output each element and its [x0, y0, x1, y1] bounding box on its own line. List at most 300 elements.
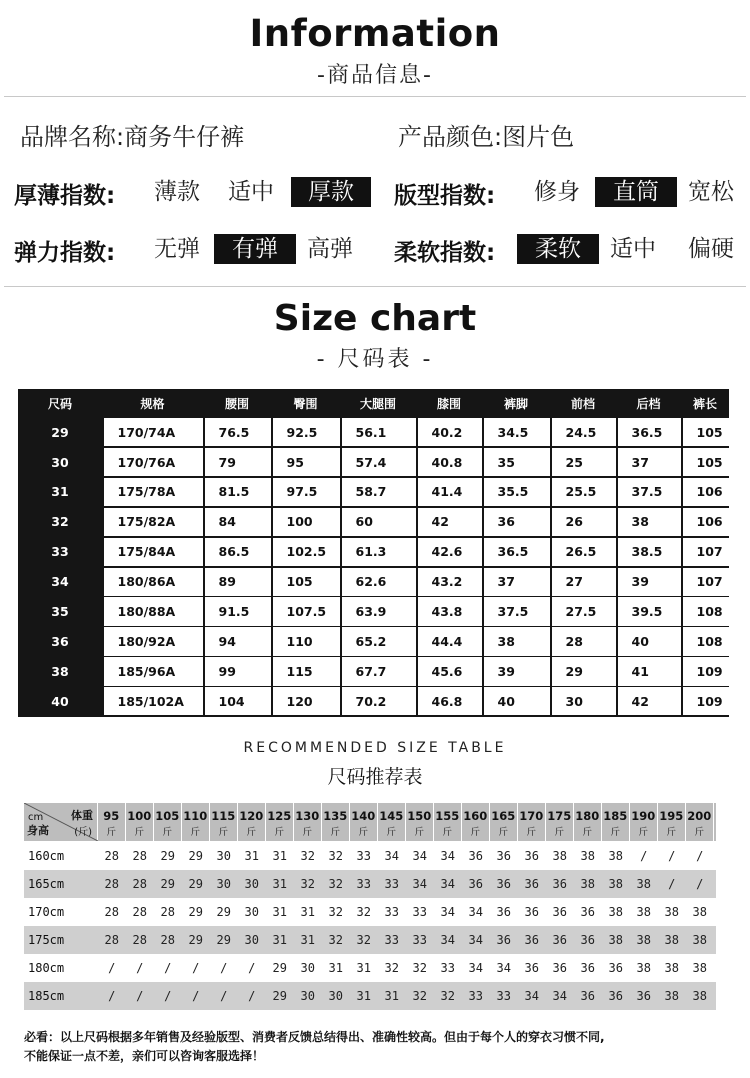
recommended-size-cell: 34	[468, 933, 483, 947]
thickness-option-thick-selected: 厚款	[291, 177, 371, 207]
recommended-size-cell: /	[192, 989, 200, 1003]
size-chart-cell: 41	[618, 657, 682, 685]
size-chart-cell: 175/82A	[104, 508, 204, 536]
recommended-title-en: RECOMMENDED SIZE TABLE	[243, 740, 507, 756]
size-chart-column-header: 后档	[636, 397, 661, 411]
size-chart-cell: 41.4	[418, 478, 483, 506]
recommended-table-row	[24, 982, 716, 1010]
size-chart-cell: 42.6	[418, 538, 483, 566]
recommended-size-cell: 32	[300, 877, 315, 891]
weight-value: 140	[351, 809, 376, 823]
size-chart-cell: 60	[342, 508, 417, 536]
recommended-size-cell: 36	[524, 905, 539, 919]
size-chart-cell: 28	[552, 627, 617, 655]
recommended-size-cell: 36	[608, 989, 623, 1003]
size-chart-subtitle: - 尺码表 -	[316, 347, 434, 372]
table-corner-cell	[24, 803, 98, 841]
recommended-size-cell: 34	[468, 961, 483, 975]
recommended-size-cell: 29	[216, 933, 231, 947]
recommended-size-cell: 36	[468, 849, 483, 863]
recommended-size-cell: /	[192, 961, 200, 975]
recommended-size-cell: 36	[468, 877, 483, 891]
recommended-table-row	[24, 842, 716, 870]
size-chart-cell: 40	[484, 687, 551, 715]
size-chart-cell: 89	[205, 568, 272, 596]
recommended-size-cell: 30	[244, 933, 259, 947]
thickness-option-medium: 适中	[228, 179, 274, 205]
size-chart-cell: 102.5	[273, 538, 341, 566]
weight-value: 155	[435, 809, 460, 823]
divider	[4, 286, 746, 287]
softness-option-medium: 适中	[610, 236, 656, 262]
size-chart-cell: 105	[683, 448, 730, 476]
size-chart-column-header: 规格	[140, 397, 165, 411]
size-chart-cell: 42	[418, 508, 483, 536]
size-chart-cell: 94	[205, 627, 272, 655]
recommended-size-cell: 38	[636, 877, 651, 891]
weight-column-header	[490, 803, 518, 841]
recommended-size-cell: /	[696, 877, 704, 891]
recommended-size-cell: /	[220, 989, 228, 1003]
recommended-size-cell: 32	[328, 905, 343, 919]
information-subtitle: -商品信息-	[317, 63, 433, 88]
size-chart-cell: 108	[683, 597, 730, 625]
size-chart-cell: 70.2	[342, 687, 417, 715]
size-chart-cell: 45.6	[418, 657, 483, 685]
recommended-table-row	[24, 898, 716, 926]
size-chart-cell: 37.5	[618, 478, 682, 506]
size-chart-cell: 91.5	[205, 597, 272, 625]
recommended-size-cell: 33	[384, 905, 399, 919]
size-chart-cell: 40.2	[418, 418, 483, 446]
recommended-size-cell: 28	[132, 933, 147, 947]
size-chart-cell: 185/102A	[104, 687, 204, 715]
size-chart-cell: 76.5	[205, 418, 272, 446]
size-chart-size-cell: 29	[51, 424, 69, 440]
weight-column-header	[546, 803, 574, 841]
weight-unit: 斤	[470, 827, 480, 838]
size-chart-cell: 84	[205, 508, 272, 536]
recommended-size-cell: 38	[636, 961, 651, 975]
recommended-size-cell: 30	[300, 989, 315, 1003]
size-chart-cell: 92.5	[273, 418, 341, 446]
recommended-size-cell: 31	[328, 961, 343, 975]
weight-unit: 斤	[498, 827, 508, 838]
weight-column-header	[238, 803, 266, 841]
size-chart-cell: 105	[683, 418, 730, 446]
size-chart-cell: 36	[484, 508, 551, 536]
weight-value: 190	[631, 809, 656, 823]
size-chart-cell: 42	[618, 687, 682, 715]
size-chart-cell: 40	[618, 627, 682, 655]
recommended-size-cell: 38	[580, 849, 595, 863]
size-chart-cell: 65.2	[342, 627, 417, 655]
recommended-size-cell: 29	[272, 961, 287, 975]
size-chart-column-header: 臀围	[293, 397, 318, 411]
recommended-table-row	[24, 870, 716, 898]
size-note	[24, 1028, 734, 1066]
recommended-size-cell: 28	[132, 849, 147, 863]
weight-column-header	[434, 803, 462, 841]
size-chart-cell: 107	[683, 568, 730, 596]
recommended-size-cell: 34	[440, 877, 455, 891]
size-chart-cell: 26.5	[552, 538, 617, 566]
recommended-size-cell: 36	[524, 961, 539, 975]
recommended-size-cell: 36	[552, 933, 567, 947]
size-chart-cell: 106	[683, 478, 730, 506]
size-chart-cell: 39	[618, 568, 682, 596]
recommended-size-cell: 28	[132, 877, 147, 891]
recommended-size-cell: 36	[524, 849, 539, 863]
size-chart-cell: 109	[683, 657, 730, 685]
information-title: Information	[249, 12, 501, 55]
recommended-size-cell: 29	[188, 905, 203, 919]
weight-unit: 斤	[666, 827, 676, 838]
recommended-size-cell: 34	[440, 933, 455, 947]
recommended-size-cell: 29	[188, 849, 203, 863]
size-chart-row	[18, 478, 729, 506]
size-chart-size-cell: 36	[51, 633, 69, 649]
recommended-size-cell: 34	[412, 877, 427, 891]
size-chart-column-header: 裤长	[692, 397, 717, 411]
height-cell: 160cm	[28, 849, 65, 863]
size-chart-cell: 61.3	[342, 538, 417, 566]
size-chart-cell: 37.5	[484, 597, 551, 625]
recommended-size-cell: 36	[636, 989, 651, 1003]
weight-value: 165	[491, 809, 516, 823]
height-cell: 165cm	[28, 877, 65, 891]
weight-value: 145	[379, 809, 404, 823]
size-chart-cell: 105	[273, 568, 341, 596]
size-chart-cell: 56.1	[342, 418, 417, 446]
weight-column-header	[294, 803, 322, 841]
size-chart-cell: 35	[484, 448, 551, 476]
softness-label: 柔软指数:	[394, 240, 496, 266]
weight-value: 110	[183, 809, 208, 823]
recommended-size-cell: 28	[160, 905, 175, 919]
recommended-size-cell: 32	[328, 933, 343, 947]
weight-unit: 斤	[386, 827, 396, 838]
weight-unit: 斤	[358, 827, 368, 838]
recommended-size-cell: 29	[188, 933, 203, 947]
size-chart-cell: 115	[273, 657, 341, 685]
recommended-size-cell: /	[164, 989, 172, 1003]
weight-unit: 斤	[694, 827, 704, 838]
size-chart-cell: 40.8	[418, 448, 483, 476]
weight-unit: 斤	[218, 827, 228, 838]
size-chart-cell: 43.2	[418, 568, 483, 596]
recommended-size-cell: /	[220, 961, 228, 975]
size-chart-cell: 46.8	[418, 687, 483, 715]
recommended-size-cell: 34	[384, 849, 399, 863]
recommended-size-cell: 36	[580, 989, 595, 1003]
recommended-size-cell: 33	[384, 933, 399, 947]
recommended-size-cell: 36	[496, 849, 511, 863]
size-chart-cell: 107.5	[273, 597, 341, 625]
size-chart-cell: 180/86A	[104, 568, 204, 596]
recommended-size-cell: 30	[244, 905, 259, 919]
size-chart-cell: 36.5	[484, 538, 551, 566]
size-chart-cell: 100	[273, 508, 341, 536]
size-chart-row	[18, 448, 729, 476]
size-chart-cell: 26	[552, 508, 617, 536]
recommended-size-cell: 29	[216, 905, 231, 919]
recommended-size-cell: 31	[356, 961, 371, 975]
size-chart-column-header: 膝围	[436, 397, 461, 411]
recommended-size-cell: 38	[608, 905, 623, 919]
elasticity-option-none: 无弹	[154, 236, 200, 262]
size-chart-cell: 107	[683, 538, 730, 566]
weight-unit: 斤	[134, 827, 144, 838]
size-chart-cell: 104	[205, 687, 272, 715]
recommended-size-cell: 33	[356, 877, 371, 891]
recommended-size-cell: /	[248, 989, 256, 1003]
weight-value: 120	[239, 809, 264, 823]
recommended-size-cell: 36	[552, 877, 567, 891]
recommended-size-cell: 36	[496, 933, 511, 947]
size-chart-cell: 30	[552, 687, 617, 715]
elasticity-label: 弹力指数:	[14, 240, 116, 266]
weight-unit: 斤	[526, 827, 536, 838]
size-chart-table	[18, 389, 729, 717]
weight-value: 180	[575, 809, 600, 823]
recommended-size-cell: 32	[412, 989, 427, 1003]
weight-unit: 斤	[442, 827, 452, 838]
recommended-size-cell: 32	[384, 961, 399, 975]
recommended-size-cell: 29	[188, 877, 203, 891]
size-chart-column-header: 大腿围	[359, 397, 396, 411]
recommended-size-cell: /	[136, 961, 144, 975]
weight-unit: 斤	[302, 827, 312, 838]
recommended-size-cell: 38	[664, 933, 679, 947]
size-chart-row	[18, 568, 729, 596]
size-chart-cell: 29	[552, 657, 617, 685]
weight-column-header	[574, 803, 602, 841]
recommended-size-cell: 34	[440, 849, 455, 863]
height-cell: 175cm	[28, 933, 65, 947]
recommended-size-cell: 30	[244, 877, 259, 891]
recommended-size-cell: 32	[300, 849, 315, 863]
softness-option-hard: 偏硬	[688, 236, 734, 262]
weight-unit: 斤	[190, 827, 200, 838]
recommended-size-cell: 38	[580, 877, 595, 891]
size-chart-cell: 185/96A	[104, 657, 204, 685]
weight-column-header	[462, 803, 490, 841]
size-chart-cell: 97.5	[273, 478, 341, 506]
weight-value: 185	[603, 809, 628, 823]
recommended-size-cell: 38	[608, 877, 623, 891]
size-chart-cell: 36.5	[618, 418, 682, 446]
weight-column-header	[98, 803, 126, 841]
fit-option-loose: 宽松	[688, 179, 734, 205]
recommended-size-cell: 36	[552, 961, 567, 975]
size-chart-cell: 34.5	[484, 418, 551, 446]
size-chart-cell: 63.9	[342, 597, 417, 625]
recommended-size-cell: 36	[580, 933, 595, 947]
size-chart-row	[18, 657, 729, 685]
size-chart-row	[18, 627, 729, 655]
recommended-size-cell: 36	[608, 961, 623, 975]
fit-label: 版型指数:	[394, 183, 496, 209]
size-chart-size-cell: 38	[51, 663, 69, 679]
thickness-option-thin: 薄款	[154, 179, 200, 205]
recommended-size-cell: 28	[104, 905, 119, 919]
weight-value: 135	[323, 809, 348, 823]
size-chart-column-header: 腰围	[224, 397, 249, 411]
weight-value: 105	[155, 809, 180, 823]
recommended-size-cell: 29	[160, 877, 175, 891]
size-chart-cell: 79	[205, 448, 272, 476]
size-chart-cell: 39.5	[618, 597, 682, 625]
size-chart-cell: 67.7	[342, 657, 417, 685]
size-chart-row	[18, 538, 729, 566]
recommended-size-cell: 31	[272, 933, 287, 947]
recommended-size-cell: 36	[580, 961, 595, 975]
corner-height: 身高	[27, 824, 49, 837]
recommended-size-cell: 33	[412, 905, 427, 919]
weight-value: 100	[127, 809, 152, 823]
recommended-size-cell: 32	[412, 961, 427, 975]
size-chart-size-cell: 33	[51, 544, 69, 560]
recommended-size-cell: 38	[692, 933, 707, 947]
size-chart-size-cell: 40	[51, 693, 69, 709]
recommended-size-cell: /	[248, 961, 256, 975]
recommended-size-cell: 38	[608, 849, 623, 863]
size-chart-row	[18, 418, 729, 446]
weight-unit: 斤	[330, 827, 340, 838]
size-chart-cell: 43.8	[418, 597, 483, 625]
size-chart-cell: 39	[484, 657, 551, 685]
weight-unit: 斤	[274, 827, 284, 838]
thickness-label: 厚薄指数:	[14, 183, 116, 209]
recommended-size-cell: 32	[328, 877, 343, 891]
recommended-table-row	[24, 954, 716, 982]
weight-value: 160	[463, 809, 488, 823]
recommended-size-cell: /	[668, 849, 676, 863]
recommended-size-cell: /	[164, 961, 172, 975]
recommended-size-cell: 34	[552, 989, 567, 1003]
size-chart-size-cell: 30	[51, 454, 69, 470]
recommended-size-cell: 33	[384, 877, 399, 891]
size-chart-cell: 108	[683, 627, 730, 655]
brand-name: 品牌名称:商务牛仔裤	[20, 123, 245, 151]
corner-cm: cm	[28, 812, 44, 823]
recommended-size-cell: 34	[496, 961, 511, 975]
weight-value: 170	[519, 809, 544, 823]
size-chart-cell: 95	[273, 448, 341, 476]
recommended-size-cell: 29	[272, 989, 287, 1003]
recommended-size-cell: /	[108, 961, 116, 975]
recommended-size-cell: 38	[664, 989, 679, 1003]
corner-weight: 体重	[71, 809, 93, 822]
recommended-size-cell: /	[136, 989, 144, 1003]
recommended-size-cell: /	[108, 989, 116, 1003]
size-chart-cell: 38	[618, 508, 682, 536]
elasticity-option-high: 高弹	[307, 236, 353, 262]
size-chart-cell: 170/74A	[104, 418, 204, 446]
recommended-size-cell: 36	[524, 933, 539, 947]
size-chart-cell: 175/84A	[104, 538, 204, 566]
size-chart-cell: 27.5	[552, 597, 617, 625]
size-chart-cell: 86.5	[205, 538, 272, 566]
recommended-size-cell: 30	[328, 989, 343, 1003]
recommended-size-cell: 36	[496, 905, 511, 919]
recommended-size-cell: 28	[104, 877, 119, 891]
recommended-title-cn: 尺码推荐表	[327, 766, 423, 788]
size-chart-cell: 27	[552, 568, 617, 596]
recommended-size-cell: 28	[132, 905, 147, 919]
size-chart-size-cell: 35	[51, 604, 69, 620]
weight-unit: 斤	[554, 827, 564, 838]
weight-column-header	[630, 803, 658, 841]
recommended-size-cell: 33	[468, 989, 483, 1003]
weight-value: 175	[547, 809, 572, 823]
weight-unit: 斤	[246, 827, 256, 838]
recommended-size-cell: 31	[272, 877, 287, 891]
weight-column-header	[154, 803, 182, 841]
weight-column-header	[350, 803, 378, 841]
recommended-size-cell: 28	[104, 933, 119, 947]
weight-column-header	[378, 803, 406, 841]
size-chart-cell: 58.7	[342, 478, 417, 506]
size-chart-row	[18, 508, 729, 536]
weight-column-header	[126, 803, 154, 841]
weight-unit: 斤	[638, 827, 648, 838]
size-chart-cell: 37	[618, 448, 682, 476]
recommended-size-cell: 36	[580, 905, 595, 919]
size-chart-cell: 35.5	[484, 478, 551, 506]
size-chart-cell: 110	[273, 627, 341, 655]
weight-unit: 斤	[162, 827, 172, 838]
size-chart-cell: 37	[484, 568, 551, 596]
size-chart-title: Size chart	[273, 298, 477, 339]
recommended-size-cell: 38	[552, 849, 567, 863]
recommended-size-cell: 34	[468, 905, 483, 919]
height-cell: 180cm	[28, 961, 65, 975]
recommended-size-cell: 31	[244, 849, 259, 863]
fit-option-slim: 修身	[534, 179, 580, 205]
recommended-size-cell: 31	[272, 849, 287, 863]
recommended-size-cell: 38	[636, 905, 651, 919]
recommended-size-cell: 30	[216, 877, 231, 891]
corner-jin: (斤)	[74, 827, 92, 838]
recommended-size-cell: 38	[692, 961, 707, 975]
size-chart-cell: 180/88A	[104, 597, 204, 625]
recommended-size-cell: 34	[524, 989, 539, 1003]
recommended-size-cell: /	[696, 849, 704, 863]
size-chart-cell: 120	[273, 687, 341, 715]
weight-value: 195	[659, 809, 684, 823]
size-chart-size-cell: 31	[51, 484, 69, 500]
size-chart-cell: 57.4	[342, 448, 417, 476]
recommended-size-cell: 29	[160, 849, 175, 863]
weight-unit: 斤	[414, 827, 424, 838]
recommended-size-cell: 33	[496, 989, 511, 1003]
size-chart-cell: 38.5	[618, 538, 682, 566]
fit-option-straight-selected: 直筒	[595, 177, 677, 207]
recommended-size-cell: 33	[356, 849, 371, 863]
recommended-size-cell: 36	[552, 905, 567, 919]
size-chart-cell: 180/92A	[104, 627, 204, 655]
recommended-size-cell: 28	[160, 933, 175, 947]
recommended-size-cell: 31	[300, 933, 315, 947]
recommended-size-cell: 38	[608, 933, 623, 947]
weight-value: 200	[687, 809, 712, 823]
height-cell: 185cm	[28, 989, 65, 1003]
recommended-size-cell: 38	[692, 989, 707, 1003]
height-cell: 170cm	[28, 905, 65, 919]
divider	[4, 96, 746, 97]
